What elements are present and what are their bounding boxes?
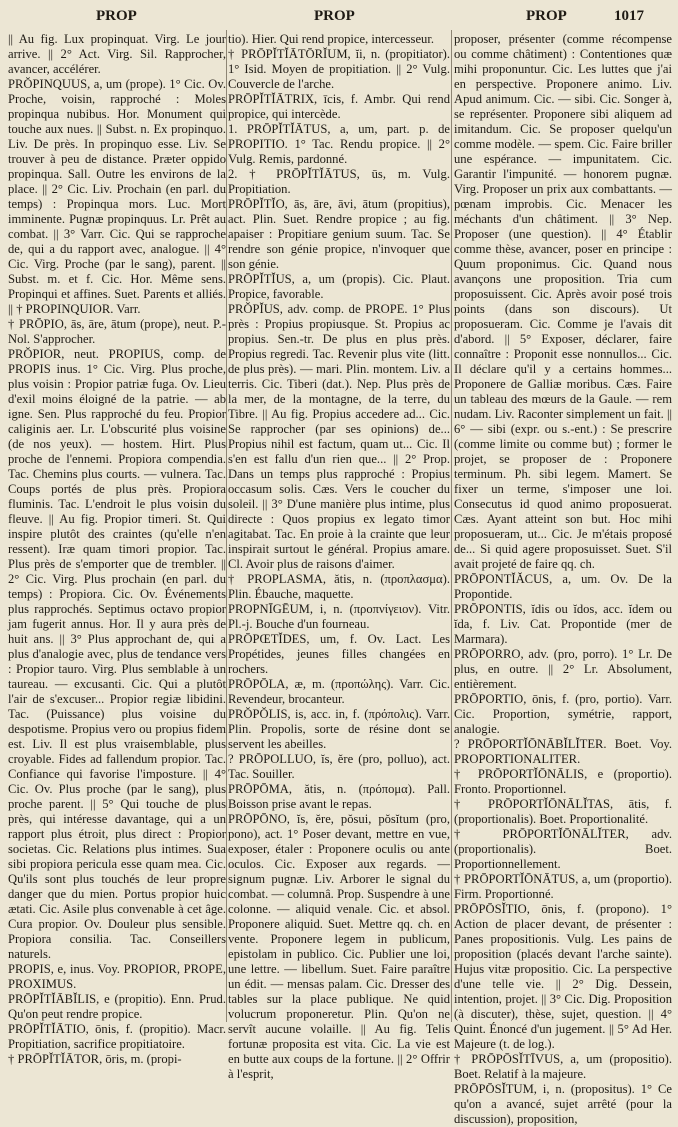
dictionary-entry: † PRŌPŌSĬTĪVUS, a, um (propositio). Boet. Relatif à la majeure. [454, 1052, 672, 1081]
dictionary-entry: PRŌPŌSĬTUM, i, n. (propositus). 1° Ce qu'on a avancé, sujet arrêté (pour la discussion), proposition, [454, 1082, 672, 1126]
dictionary-entry: PRŌPONTĬĂCUS, a, um. Ov. De la Propontide. [454, 572, 672, 601]
dictionary-entry: † PRŌPORTĬŌNĀLIS, e (proportio). Fronto. Proportionnel. [454, 767, 672, 796]
dictionary-entry: PROPIS, e, inus. Voy. PROPIOR, PROPE, PROXIMUS. [8, 962, 226, 991]
column-3 [454, 32, 672, 1126]
column-1 [8, 32, 226, 1066]
dictionary-entry: PRŌPĬTĬĀBĬLIS, e (propitio). Enn. Prud. Qu'on peut rendre propice. [8, 992, 226, 1021]
dictionary-entry: † PRŌPIO, ās, āre, ātum (prope), neut. P.-Nol. S'approcher. [8, 317, 226, 346]
header-right-guideword: PROP [526, 8, 567, 24]
dictionary-entry: PRŌPŌSĬTIO, ōnis, f. (propono). 1° Action de placer devant, de présenter : Panes propositionis. Vulg. Les pains de proposition (placés devant l'arche sainte). Hujus vitæ propositio. Cic. La perspective d'une telle vie. || 2° Dig. Dessein, intention, projet. || 3° Cic. Dig. Proposition (à discuter), thèse, sujet, question. || 4° Quint. Énoncé d'un jugement. || 5° Ad Her. Majeure (t. de log.). [454, 902, 672, 1051]
dictionary-entry: PRŌPŌNO, ĭs, ĕre, pŏsui, pŏsĭtum (pro, pono), act. 1° Poser devant, mettre en vue, exposer, étaler : Proponere oculis ou ante oculos. Cic. Exposer aux regards. — signum pugnæ. Liv. Arborer le signal du combat. — columnâ. Prop. Suspendre à une colonne. — aliquid venale. Cic. et absol. Proponere aliquid. Suet. Mettre qq. ch. en vente. Proponere legem in publicum, epistolam in publico. Cic. Publier une loi, une lettre. — libellum. Suet. Faire paraître un édit. — mensas palam. Cic. Dresser des tables sur la place publique. Ne quid volucrum proponeretur. Plin. Qu'on ne servît aucune volaille. || Au fig. Telis fortunæ proposita est vita. Cic. La vie est en butte aux coups de la fortune. || 2° Offrir à l'esprit, [228, 812, 450, 1081]
dictionary-entry: 1. PRŌPĬTĬĀTUS, a, um, part. p. de PROPITIO. 1° Tac. Rendu propice. || 2° Vulg. Remis, pardonné. [228, 122, 450, 166]
dictionary-entry: PRŎPIOR, neut. PROPIUS, comp. de PROPIS inus. 1° Cic. Virg. Plus proche, plus voisin : Propior patriæ fuga. Ov. Lieu d'exil moins éloigné de la patrie. — ab igne. Sen. Plus rapproché du feu. Propior caliginis aer. Lr. L'obscurité plus voisine (de nos yeux). — hostem. Hirt. Plus proche de l'ennemi. Propiora compendia. Tac. Chemins plus courts. — vulnera. Tac. Coups portés de plus près. Propiora fluminis. Tac. L'endroit le plus voisin du fleuve. || Au fig. Propior timeri. St. Qui inspire plutôt des craintes (qu'elle n'en ressent). Iræ quam timori propior. Tac. Plus près de s'emporter que de trembler. || 2° Cic. Virg. Plus prochain (en parl. du temps) : Propiora. Cic. Ov. Événements plus rapprochés. Septimus octavo propior jam fugerit annus. Hor. Il y aura près de huit ans. || 3° Plus approchant de, qui a plus d'analogie avec, plus de tendance vers : Propior tauro. Virg. Plus semblable à un taureau. — excusanti. Cic. Qui a plutôt l'air de s'excuser... Propior regiæ libidini. Tac. (Puissance) plus voisine du despotisme. Propius vero ou propius fidem est. Liv. Il est plus vraisemblable, plus croyable. Fides ad fallendum propior. Tac. Confiance qui favorise l'imposture. || 4° Cic. Ov. Plus proche (par le sang), plus proche parent. || 5° Qui touche de plus près, qui intéresse davantage, qui a un rapport plus étroit, plus direct : Propior societas. Cic. Relations plus intimes. Sua sibi propiora pericula esse quam mea. Cic. Qu'ils sont plus touchés de leur propre danger que du mien. Portus propior huic ætati. Cic. Asile plus convenable à cet âge. Cura propior. Ov. Douleur plus sensible. Propiora consilia. Tac. Conseillers naturels. [8, 347, 226, 961]
dictionary-entry: PRŌPĬTĬO, ās, āre, āvi, ātum (propitius), act. Plin. Suet. Rendre propice ; au fig. apaiser : Propitiare genium suum. Tac. Se rendre son génie propice, n'invoquer que son génie. [228, 197, 450, 271]
dictionary-entry: † PRŌPĬTĬĀTOR, ōris, m. (propi- [8, 1052, 182, 1066]
dictionary-entry: 2. † PRŌPĬTĬĀTUS, ūs, m. Vulg. Propitiation. [228, 167, 450, 196]
dictionary-entry: PRŎPINQUUS, a, um (prope). 1° Cic. Ov. Proche, voisin, rapproché : Moles propinqua nubibus. Hor. Monument qui touche aux nues. || Subst. n. Ex propinquo. Liv. De près. In propinquo esse. Liv. Se trouver à peu de distance. Præter oppido propinqua. Sall. Outre les environs de la place. || 2° Cic. Liv. Prochain (en parl. du temps) : Propinqua mors. Luc. Mort imminente. Pugnæ propinquus. Lr. Prêt au combat. || 3° Varr. Cic. Qui se rapproche de, qui a du rapport avec, analogue. || 4° Cic. Virg. Proche (par le sang), parent. || Subst. m. et f. Cic. Hor. Même sens. Propinqui et affines. Suet. Parents et alliés. || † PROPINQUIOR. Varr. [8, 77, 226, 316]
dictionary-entry: || Au fig. Lux propinquat. Virg. Le jour arrive. || 2° Act. Virg. Sil. Rapprocher, avancer, accélérer. [8, 32, 226, 76]
dictionary-entry: PRŌPĬTĬUS, a, um (propis). Cic. Plaut. Propice, favorable. [228, 272, 450, 301]
column-2 [228, 32, 450, 1081]
dictionary-entry: † PRŌPĬTĬĀTŌRĬUM, ĭi, n. (propitiator). 1° Isid. Moyen de propitiation. || 2° Vulg. Couvercle de l'arche. [228, 47, 450, 91]
dictionary-entry: † PRŌPORTĬŌNĀLĬTAS, ātis, f. (proportionalis). Boet. Proportionalité. [454, 797, 672, 826]
dictionary-entry: PRŌPĬTĬĀTIO, ōnis, f. (propitio). Macr. Propitiation, sacrifice propitiatoire. [8, 1022, 226, 1051]
dictionary-entry: PRŌPŌMA, ătis, n. (πρόπομα). Pall. Boisson prise avant le repas. [228, 782, 450, 811]
dictionary-entry: ? PRŌPOLLUO, ĭs, ĕre (pro, polluo), act. Tac. Souiller. [228, 752, 450, 781]
page-number: 1017 [614, 8, 644, 24]
dictionary-entry: tio). Hier. Qui rend propice, intercesseur. [228, 32, 434, 46]
header-left-guideword: PROP [96, 8, 137, 24]
dictionary-entry: PROPNĪGĒUM, i, n. (προπνίγειον). Vitr. Pl.-j. Bouche d'un fourneau. [228, 602, 450, 631]
column-divider [451, 30, 452, 1022]
dictionary-entry: PRŌPĬTĬĀTRIX, īcis, f. Ambr. Qui rend propice, qui intercède. [228, 92, 450, 121]
dictionary-entry: proposer, présenter (comme récompense ou comme châtiment) : Contentiones quæ mihi proponuntur. Cic. Les luttes que j'ai en perspective. Proponere animo. Liv. Apud animum. Cic. — sibi. Cic. Songer à, se représenter. Proponere sibi aliquem ad imitandum. Cic. Se proposer quelqu'un comme modèle. — spem. Cic. Faire briller une espérance. — impunitatem. Cic. Garantir l'impunité. — honorem pugnæ. Virg. Proposer un prix aux combattants. — pœnam improbis. Cic. Menacer les méchants d'un châtiment. || 3° Nep. Proposer (une question). || 4° Établir comme thèse, avancer, poser en principe : Quum proponimus. Cic. Quand nous avançons une proposition. Tria cum proposuissent. Cic. Après avoir posé trois points (dans son discours). Ut proposueram. Cic. Comme je l'avais dit d'abord. || 5° Exposer, déclarer, faire connaître : Proponit esse nonnullos... Cic. Il déclare qu'il y a certains hommes... Proponere de Galliæ moribus. Cæs. Faire un tableau des mœurs de la Gaule. — rem nudam. Liv. Raconter simplement un fait. || 6° — sibi (expr. ou s.-ent.) : Se prescrire (comme limite ou comme but) ; former le projet, se proposer de : Proponere terminum. Ph. sibi legem. Mamert. Se fixer un terme, s'imposer une loi. Consecutus id quod animo proposuerat. Cæs. Ayant atteint son but. Hoc mihi proposueram, ut... Cic. Je m'étais proposé de... Si quid agere proposuisset. Suet. S'il avait projeté de faire qq. ch. [454, 32, 672, 571]
dictionary-entry: PRŌPORRO, adv. (pro, porro). 1° Lr. De plus, en outre. || 2° Lr. Absolument, entièrement. [454, 647, 672, 691]
running-header [0, 8, 678, 26]
dictionary-entry: PRŌPORTIO, ōnis, f. (pro, portio). Varr. Cic. Proportion, symétrie, rapport, analogie. [454, 692, 672, 736]
dictionary-entry: † PROPLASMA, ătis, n. (προπλασμα). Plin. Ébauche, maquette. [228, 572, 450, 601]
dictionary-entry: ? PRŌPORTĬŌNĀBĬLĬTER. Boet. Voy. PROPORTIONALITER. [454, 737, 672, 766]
dictionary-entry: PRŎPĬUS, adv. comp. de PROPE. 1° Plus près : Propius propiusque. St. Propius ac propius. Sen.-tr. De plus en plus près. Propius regredi. Tac. Revenir plus vite (litt. de plus près). — mari. Plin. montem. Liv. a terris. Cic. Tiberi (dat.). Nep. Plus près de la mer, de la montagne, de la terre, du Tibre. || Au fig. Propius accedere ad... Cic. Se rapprocher (par ses opinions) de... Propius nihil est factum, quam ut... Cic. Il s'en est fallu d'un rien que... || 2° Prop. Dans un temps plus rapproché : Propius occasum solis. Cæs. Vers le coucher du soleil. || 3° D'une manière plus intime, plus directe : Quos propius ex legato timor agitabat. Tac. En proie à la crainte que leur inspirait surtout le général. Propius amare. Cl. Avoir plus de raisons d'aimer. [228, 302, 450, 571]
dictionary-entry: † PRŌPORTĬŌNĀTUS, a, um (proportio). Firm. Proportionné. [454, 872, 672, 901]
header-center-guideword: PROP [314, 8, 355, 24]
dictionary-entry: † PRŌPORTĬŌNĀLĬTER, adv. (proportionalis). Boet. Proportionnellement. [454, 827, 672, 871]
column-divider [226, 30, 227, 1022]
dictionary-entry: PRŌPONTIS, ĭdis ou ĭdos, acc. ĭdem ou ĭda, f. Liv. Cat. Propontide (mer de Marmara). [454, 602, 672, 646]
dictionary-entry: PRŎPŎLIS, is, acc. in, f. (πρόπολις). Varr. Plin. Propolis, sorte de résine dont se servent les abeilles. [228, 707, 450, 751]
dictionary-entry: PRŌPŌLA, æ, m. (προπώλης). Varr. Cic. Revendeur, brocanteur. [228, 677, 450, 706]
dictionary-entry: PRŌPŒTĬDES, um, f. Ov. Lact. Les Propétides, jeunes filles changées en rochers. [228, 632, 450, 676]
